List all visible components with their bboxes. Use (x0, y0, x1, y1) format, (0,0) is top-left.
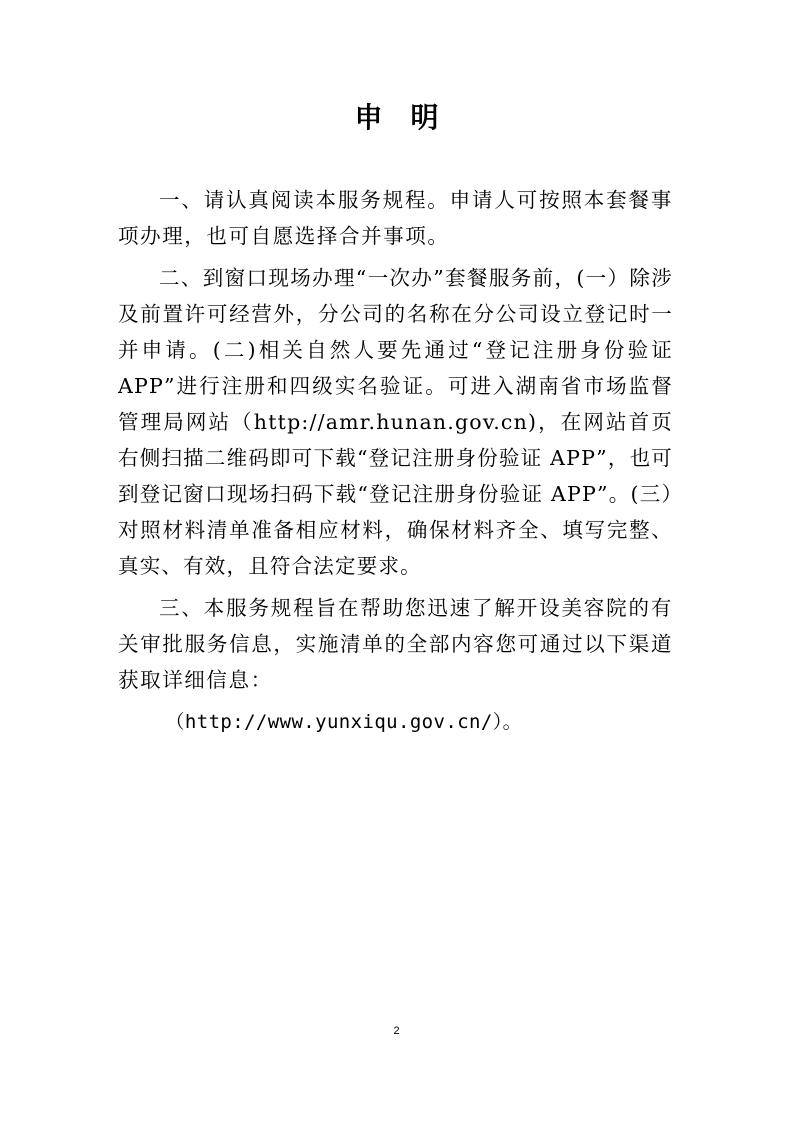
document-body (118, 182, 673, 740)
paragraph-1: 一、请认真阅读本服务规程。申请人可按照本套餐事项办理，也可自愿选择合并事项。 (118, 188, 673, 248)
page-title: 申明 (354, 101, 467, 134)
paragraph-3: 三、本服务规程旨在帮助您迅速了解开设美容院的有关审批服务信息，实施清单的全部内容您可通过以下渠道获取详细信息： (118, 596, 673, 692)
website-url-line: （http://www.yunxiqu.gov.cn/）。 (165, 711, 523, 733)
page-number: 2 (393, 1025, 400, 1037)
paragraph-2: 二、到窗口现场办理“一次办”套餐服务前，(一）除涉及前置许可经营外，分公司的名称在分公司设立登记时一并申请。(二)相关自然人要先通过“登记注册身份验证APP”进行注册和四级实名验证。可进入湖南省市场监督管理局网站（http://amr.hunan.gov.cn)，在网站首页右侧扫描二维码即可下载“登记注册身份验证 APP”，也可到登记窗口现场扫码下载“登记注册身份验证 APP”。(三）对照材料清单准备相应材料，确保材料齐全、填写完整、真实、有效，且符合法定要求。 (118, 266, 673, 578)
